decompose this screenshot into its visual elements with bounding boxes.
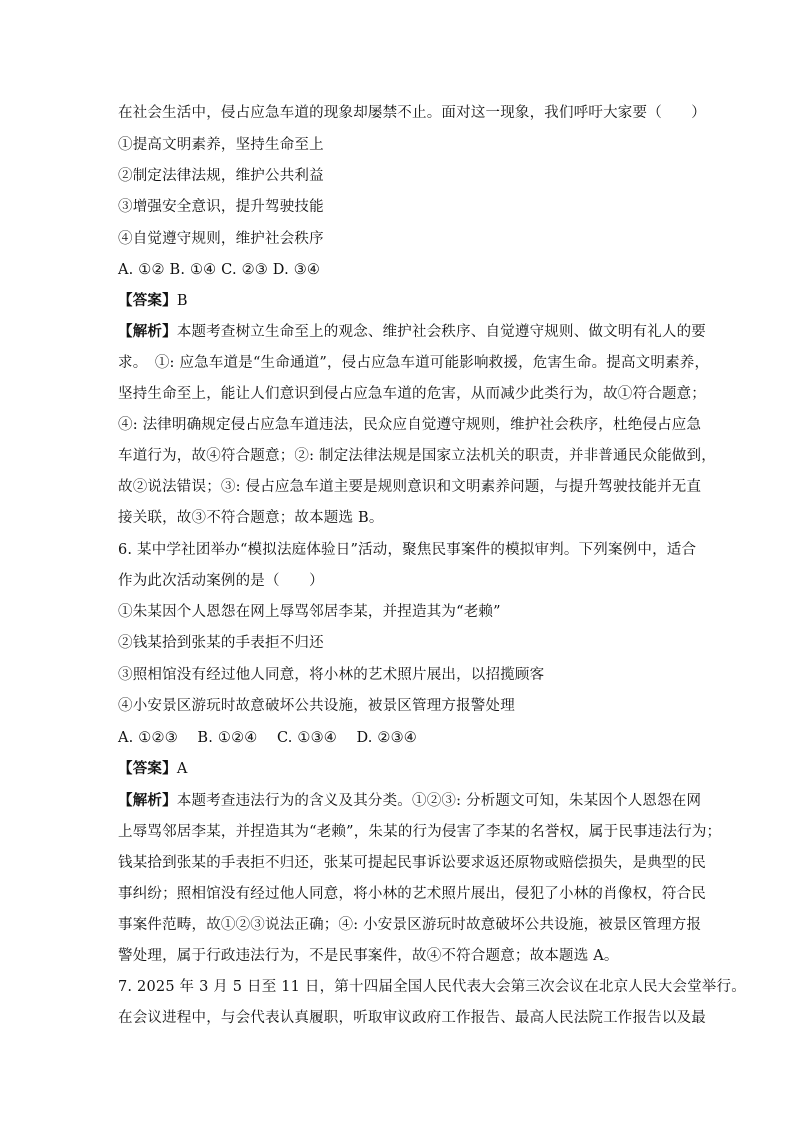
q7-stem-line-2: 在会议进程中，与会代表认真履职，听取审议政府工作报告、最高人民法院工作报告以及最 xyxy=(118,1010,706,1026)
q6-option-1: ①朱某因个人恩怨在网上辱骂邻居李某，并捏造其为“老赖” xyxy=(118,604,501,620)
q6-answer-value: A xyxy=(176,761,188,777)
q5-analysis-line-2: 求。 ①: 应急车道是“生命通道”，侵占应急车道可能影响救援，危害生命。提高文明素养， xyxy=(118,355,710,371)
q6-analysis-label: 【解析】 xyxy=(118,792,177,809)
q5-option-2: ②制定法律法规，维护公共利益 xyxy=(118,168,324,184)
q5-analysis-line-6: 故②说法错误；③: 侵占应急车道主要是规则意识和文明素养问题，与提升驾驶技能并无直 xyxy=(118,479,702,495)
q5-answer-value: B xyxy=(176,293,188,309)
q5-analysis-line-4: ④: 法律明确规定侵占应急车道违法，民众应自觉遵守规则，维护社会秩序，杜绝侵占应急 xyxy=(118,417,702,433)
q6-stem-line-2: 作为此次活动案例的是（ ） xyxy=(118,573,324,589)
q5-analysis-line-5: 车道行为，故④符合题意；②: 制定法律法规是国家立法机关的职责，并非普通民众能做到， xyxy=(118,448,716,464)
q6-analysis-line-4: 事纠纷；照相馆没有经过他人同意，将小林的艺术照片展出，侵犯了小林的肖像权，符合民 xyxy=(118,886,706,902)
q5-analysis-line-7: 接关联，故③不符合题意；故本题选 B。 xyxy=(118,510,384,526)
q6-analysis-text: 本题考查违法行为的含义及其分类。①②③: 分析题文可知，朱某因个人恩怨在网 xyxy=(176,793,702,809)
q5-choices: A. ①② B. ①④ C. ②③ D. ③④ xyxy=(118,262,321,278)
q6-choices: A. ①②③ B. ①②④ C. ①③④ D. ②③④ xyxy=(118,730,418,746)
q5-stem: 在社会生活中，侵占应急车道的现象却屡禁不止。面对这一现象，我们呼吁大家要（ ） xyxy=(118,105,706,121)
q5-answer-label: 【答案】 xyxy=(118,292,177,309)
q6-stem-line-1: 6. 某中学社团举办“模拟法庭体验日”活动，聚焦民事案件的模拟审判。下列案例中，适合 xyxy=(118,542,697,558)
q5-answer xyxy=(118,291,678,311)
q7-stem-line-1: 7. 2025 年 3 月 5 日至 11 日，第十四届全国人民代表大会第三次会议在北京人民大会堂举行。 xyxy=(118,979,746,995)
q5-analysis-label: 【解析】 xyxy=(118,323,177,340)
q5-option-3: ③增强安全意识，提升驾驶技能 xyxy=(118,199,324,215)
q6-answer xyxy=(118,759,678,779)
q6-analysis-line-5: 事案件范畴，故①②③说法正确；④: 小安景区游玩时故意破坏公共设施，被景区管理方报 xyxy=(118,917,702,933)
q6-analysis-line-1 xyxy=(118,791,702,811)
q5-analysis-text: 本题考查树立生命至上的观念、维护社会秩序、自觉遵守规则、做文明有礼人的要 xyxy=(176,324,707,340)
q6-option-3: ③照相馆没有经过他人同意，将小林的艺术照片展出，以招揽顾客 xyxy=(118,667,545,683)
q5-analysis-line-3: 坚持生命至上，能让人们意识到侵占应急车道的危害，从而减少此类行为，故①符合题意； xyxy=(118,386,706,402)
q6-analysis-line-3: 钱某拾到张某的手表拒不归还，张某可提起民事诉讼要求返还原物或赔偿损失，是典型的民 xyxy=(118,855,706,871)
q5-option-4: ④自觉遵守规则，维护社会秩序 xyxy=(118,231,324,247)
q6-analysis-line-2: 上辱骂邻居李某，并捏造其为“老赖”，朱某的行为侵害了李某的名誉权，属于民事违法行为； xyxy=(118,824,722,840)
q5-analysis-line-1 xyxy=(118,322,707,342)
q6-option-2: ②钱某拾到张某的手表拒不归还 xyxy=(118,635,324,651)
q6-answer-label: 【答案】 xyxy=(118,760,177,777)
q6-analysis-line-6: 警处理，属于行政违法行为，不是民事案件，故④不符合题意；故本题选 A。 xyxy=(118,948,619,964)
q6-option-4: ④小安景区游玩时故意破坏公共设施，被景区管理方报警处理 xyxy=(118,698,515,714)
q5-option-1: ①提高文明素养，坚持生命至上 xyxy=(118,137,324,153)
